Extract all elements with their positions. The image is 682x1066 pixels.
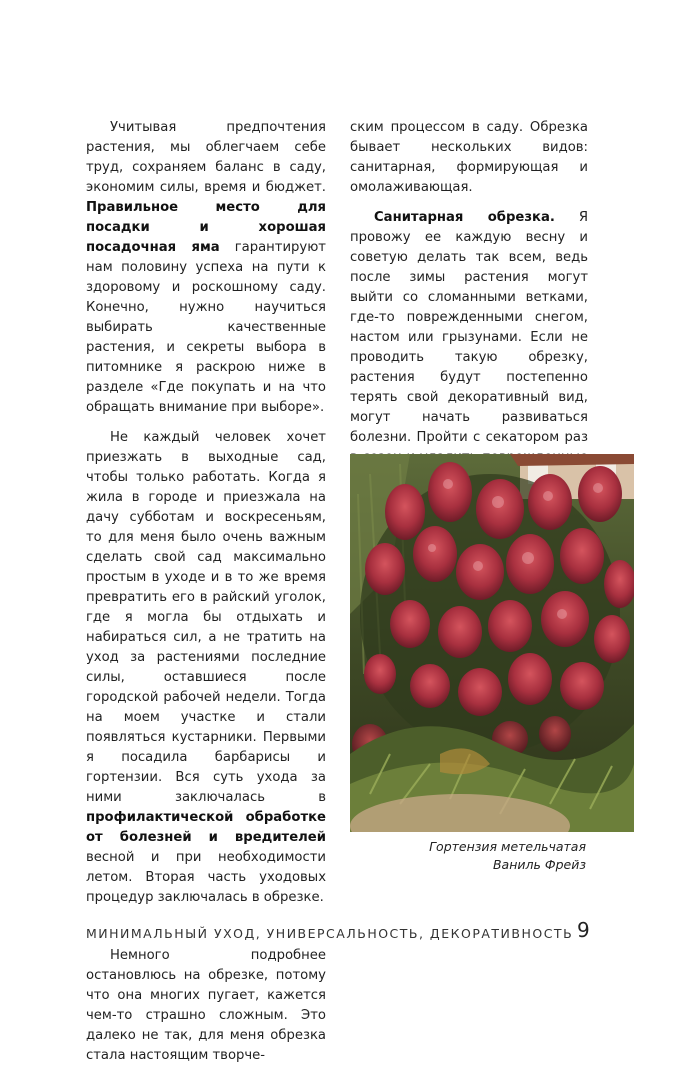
bold-phrase: профилактической обработке от болезней и вредителей bbox=[86, 810, 326, 845]
text-run: Не каждый человек хочет приезжать в выходные сад, чтобы только работать. Когда я жила в городе и приезжала на дачу субботам и воскресеньям, то для меня было очень важным сделать свой сад максимально простым в уходе и в то же время превратить его в райский уголок, где я могла бы отдыхать и набираться сил, а не тратить на уход за растениями последние силы, оставшиеся после городской рабочей недели. Тогда на моем участке и стали появляться кустарники. Первыми я посадила барбарисы и гортензии. Вся суть ухода за ними заключалась в bbox=[86, 430, 326, 805]
bold-phrase: Правильное место для посадки и хорошая посадочная яма bbox=[86, 200, 326, 255]
text-run: Учитывая предпочтения растения, мы облегчаем себе труд, сохраняем баланс в саду, экономим силы, время и бюджет. bbox=[86, 120, 326, 195]
text-run: Я провожу ее каждую весну и советую делать так всем, ведь после зимы растения могут выйти со сломанными ветками, где-то поврежденными снегом, настом или грызунами. Если не проводить такую обрезку, растения будут постепенно терять свой декоративный вид, могут начать развиваться болезни. Пройти с секатором раз bbox=[350, 210, 589, 445]
caption-line-1: Гортензия метельчатая bbox=[429, 839, 586, 854]
paragraph-plant-preferences bbox=[86, 118, 326, 418]
hydrangea-illustration bbox=[350, 454, 634, 832]
text-run: гарантируют нам половину успеха на пути к здоровому и роскошному саду. Конечно, нужно научиться выбирать качественные растения, и секреты выбора в питомнике я раскрою ниже в разделе «Где покупать и на что обращать внимание при выборе». bbox=[86, 240, 326, 415]
left-text-column bbox=[86, 118, 326, 1066]
page-number: 9 bbox=[577, 918, 590, 942]
running-footer-title: МИНИМАЛЬНЫЙ УХОД, УНИВЕРСАЛЬНОСТЬ, ДЕКОРАТИВНОСТЬ bbox=[86, 926, 574, 941]
paragraph-pruning-intro: Немного подробнее остановлюсь на обрезке, потому что она многих пугает, кажется чем-то страшно сложным. Это далеко не так, для меня обрезка стала настоящим творче- bbox=[86, 948, 326, 1063]
hydrangea-photo bbox=[350, 454, 634, 832]
paragraph-pruning-types: ским процессом в саду. Обрезка бывает нескольких видов: санитарная, формирующая и омолаживающая. bbox=[350, 120, 588, 195]
caption-line-2: Ваниль Фрейз bbox=[492, 857, 586, 872]
photo-caption bbox=[380, 838, 586, 874]
text-run: весной и при необходимости летом. Вторая часть уходовых процедур заключалась в обрезке. bbox=[86, 850, 326, 905]
bold-phrase: Санитарная обрезка. bbox=[374, 210, 555, 225]
paragraph-weekend-garden bbox=[86, 428, 326, 908]
